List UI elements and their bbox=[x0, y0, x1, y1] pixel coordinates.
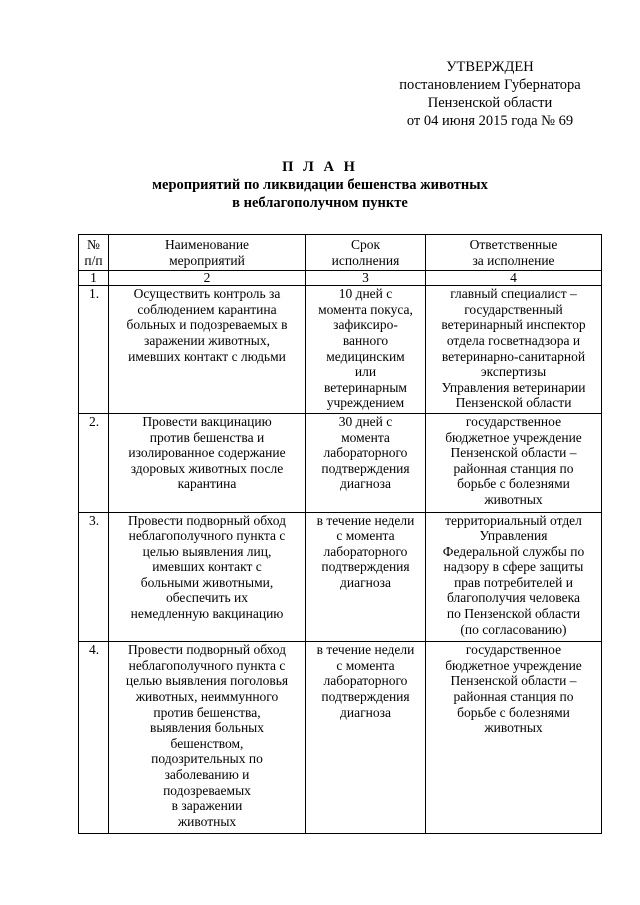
row-action-line: немедленную вакцинацию bbox=[130, 606, 284, 622]
row-responsible-line: экспертизы bbox=[480, 364, 547, 380]
row-term-line: лабораторного bbox=[323, 445, 408, 461]
row-term-line: подтверждения bbox=[321, 689, 410, 705]
row-responsible-line: государственный bbox=[464, 301, 563, 317]
row-responsible-line: территориальный отдел bbox=[445, 512, 582, 528]
document-subtitle-line-2: в неблагополучном пункте bbox=[232, 195, 408, 211]
row-term-line: 30 дней с bbox=[338, 413, 393, 429]
row-term-line: момента bbox=[341, 429, 390, 445]
row-term bbox=[306, 512, 426, 642]
row-action-line: соблюдением карантина bbox=[137, 301, 277, 317]
row-action bbox=[109, 413, 306, 512]
row-responsible bbox=[426, 413, 602, 512]
column-number: 3 bbox=[306, 271, 426, 286]
row-responsible-line: Управления bbox=[479, 528, 548, 544]
row-responsible-line: районная станция по bbox=[453, 689, 574, 705]
row-term-line: в течение недели bbox=[316, 642, 415, 658]
row-term-line: в течение недели bbox=[316, 512, 415, 528]
row-number: 2. bbox=[79, 413, 109, 512]
row-term bbox=[306, 642, 426, 834]
row-term-line: подтверждения bbox=[321, 559, 410, 575]
row-action-line: против бешенства и bbox=[149, 429, 265, 445]
row-responsible-line: бюджетное учреждение bbox=[445, 429, 582, 445]
row-responsible-line: надзору в сфере защиты bbox=[443, 559, 584, 575]
row-term-line: с момента bbox=[336, 657, 395, 673]
column-number-row bbox=[79, 271, 602, 286]
plan-table bbox=[78, 234, 602, 834]
column-number: 2 bbox=[109, 271, 306, 286]
approval-stamp bbox=[380, 58, 600, 130]
row-term-line: момента покуса, bbox=[318, 301, 413, 317]
header-number: № п/п bbox=[79, 235, 109, 271]
row-term-line: или bbox=[354, 364, 377, 380]
document-heading bbox=[0, 158, 640, 212]
row-responsible-line: прав потребителей и bbox=[454, 574, 573, 590]
row-term bbox=[306, 413, 426, 512]
table-row bbox=[79, 413, 602, 512]
header-term: Срок исполнения bbox=[306, 235, 426, 271]
row-action-line: здоровых животных после bbox=[130, 460, 284, 476]
row-responsible-line: Пензенской области – bbox=[450, 445, 577, 461]
header-action: Наименование мероприятий bbox=[109, 235, 306, 271]
row-action-line: больных и подозреваемых в bbox=[126, 317, 288, 333]
row-term-line: учреждением bbox=[326, 395, 405, 411]
row-action-line: обеспечить их bbox=[165, 590, 249, 606]
row-action-line: имевших контакт с людьми bbox=[128, 348, 286, 364]
row-action-line: целью выявления лиц, bbox=[142, 543, 272, 559]
row-action-line: заражении животных, bbox=[144, 332, 270, 348]
row-responsible-line: бюджетное учреждение bbox=[445, 657, 582, 673]
row-term-line: с момента bbox=[336, 528, 395, 544]
row-responsible-line: Федеральной службы по bbox=[442, 543, 585, 559]
row-action-line: карантина bbox=[177, 476, 237, 492]
document-title: П Л А Н bbox=[282, 159, 358, 175]
row-term-line: диагноза bbox=[340, 574, 391, 590]
row-action-line: бешенством, bbox=[170, 735, 244, 751]
row-term-line: диагноза bbox=[340, 476, 391, 492]
row-responsible-line: борьбе с болезнями bbox=[457, 704, 570, 720]
row-responsible-line: главный специалист – bbox=[450, 286, 577, 302]
row-responsible-line: государственное bbox=[465, 642, 562, 658]
row-responsible-line: благополучия человека bbox=[447, 590, 580, 606]
row-action-line: животных, неиммунного bbox=[135, 689, 279, 705]
table-row bbox=[79, 512, 602, 642]
row-action-line: изолированное содержание bbox=[128, 445, 286, 461]
row-action-line: неблагополучного пункта с bbox=[128, 657, 286, 673]
row-responsible-line: (по согласованию) bbox=[460, 621, 567, 637]
approval-decree: постановлением Губернатора bbox=[399, 77, 581, 93]
row-responsible-line: районная станция по bbox=[453, 460, 574, 476]
row-action-line: больными животными, bbox=[140, 574, 274, 590]
row-responsible bbox=[426, 512, 602, 642]
approval-region: Пензенской области bbox=[427, 95, 553, 111]
row-responsible-line: по Пензенской области bbox=[446, 606, 581, 622]
table-header-row bbox=[79, 235, 602, 271]
header-responsible: Ответственные за исполнение bbox=[426, 235, 602, 271]
row-term-line: зафиксиро- bbox=[333, 317, 398, 333]
row-action-line: подозреваемых bbox=[163, 782, 251, 798]
row-action-line: Провести подворный обход bbox=[127, 642, 287, 658]
row-responsible-line: животных bbox=[484, 720, 543, 736]
row-responsible-line: государственное bbox=[465, 413, 562, 429]
row-term-line: лабораторного bbox=[323, 543, 408, 559]
row-action-line: Осуществить контроль за bbox=[133, 286, 281, 302]
row-responsible-line: отдела госветнадзора и bbox=[446, 332, 581, 348]
row-term-line: лабораторного bbox=[323, 673, 408, 689]
row-action-line: против бешенства, bbox=[153, 704, 261, 720]
row-action bbox=[109, 286, 306, 414]
row-responsible-line: животных bbox=[484, 491, 543, 507]
row-action bbox=[109, 642, 306, 834]
row-term-line: подтверждения bbox=[321, 460, 410, 476]
table-row bbox=[79, 286, 602, 414]
row-action-line: неблагополучного пункта с bbox=[128, 528, 286, 544]
row-number: 1. bbox=[79, 286, 109, 414]
row-action-line: Провести подворный обход bbox=[127, 512, 287, 528]
row-responsible-line: ветеринарно-санитарной bbox=[441, 348, 586, 364]
row-action-line: имевших контакт с bbox=[152, 559, 262, 575]
row-responsible-line: Управления ветеринарии bbox=[441, 379, 586, 395]
row-term-line: ветеринарным bbox=[324, 379, 407, 395]
approval-title: УТВЕРЖДЕН bbox=[446, 59, 534, 75]
row-responsible-line: Пензенской области – bbox=[450, 673, 577, 689]
column-number: 1 bbox=[79, 271, 109, 286]
row-action-line: выявления больных bbox=[150, 720, 264, 736]
approval-date: от 04 июня 2015 года № 69 bbox=[406, 113, 574, 129]
row-responsible-line: Пензенской области bbox=[455, 395, 572, 411]
row-number: 3. bbox=[79, 512, 109, 642]
row-responsible bbox=[426, 642, 602, 834]
row-action-line: заболеванию и bbox=[164, 767, 250, 782]
row-term-line: диагноза bbox=[340, 704, 391, 720]
row-number: 4. bbox=[79, 642, 109, 834]
row-action-line: подозрительных по bbox=[151, 751, 263, 767]
row-action bbox=[109, 512, 306, 642]
row-term-line: медицинским bbox=[326, 348, 405, 364]
row-term-line: ванного bbox=[342, 332, 389, 348]
row-responsible-line: борьбе с болезнями bbox=[457, 476, 570, 492]
row-term-line: 10 дней с bbox=[338, 286, 393, 302]
row-responsible-line: ветеринарный инспектор bbox=[441, 317, 586, 333]
row-action-line: в заражении bbox=[171, 798, 243, 814]
column-number: 4 bbox=[426, 271, 602, 286]
row-term bbox=[306, 286, 426, 414]
document-subtitle-line-1: мероприятий по ликвидации бешенства животных bbox=[152, 177, 488, 193]
row-action-line: Провести вакцинацию bbox=[142, 413, 272, 429]
row-action-line: целью выявления поголовья bbox=[125, 673, 289, 689]
row-responsible bbox=[426, 286, 602, 414]
table-row bbox=[79, 642, 602, 834]
row-action-line: животных bbox=[177, 813, 237, 829]
